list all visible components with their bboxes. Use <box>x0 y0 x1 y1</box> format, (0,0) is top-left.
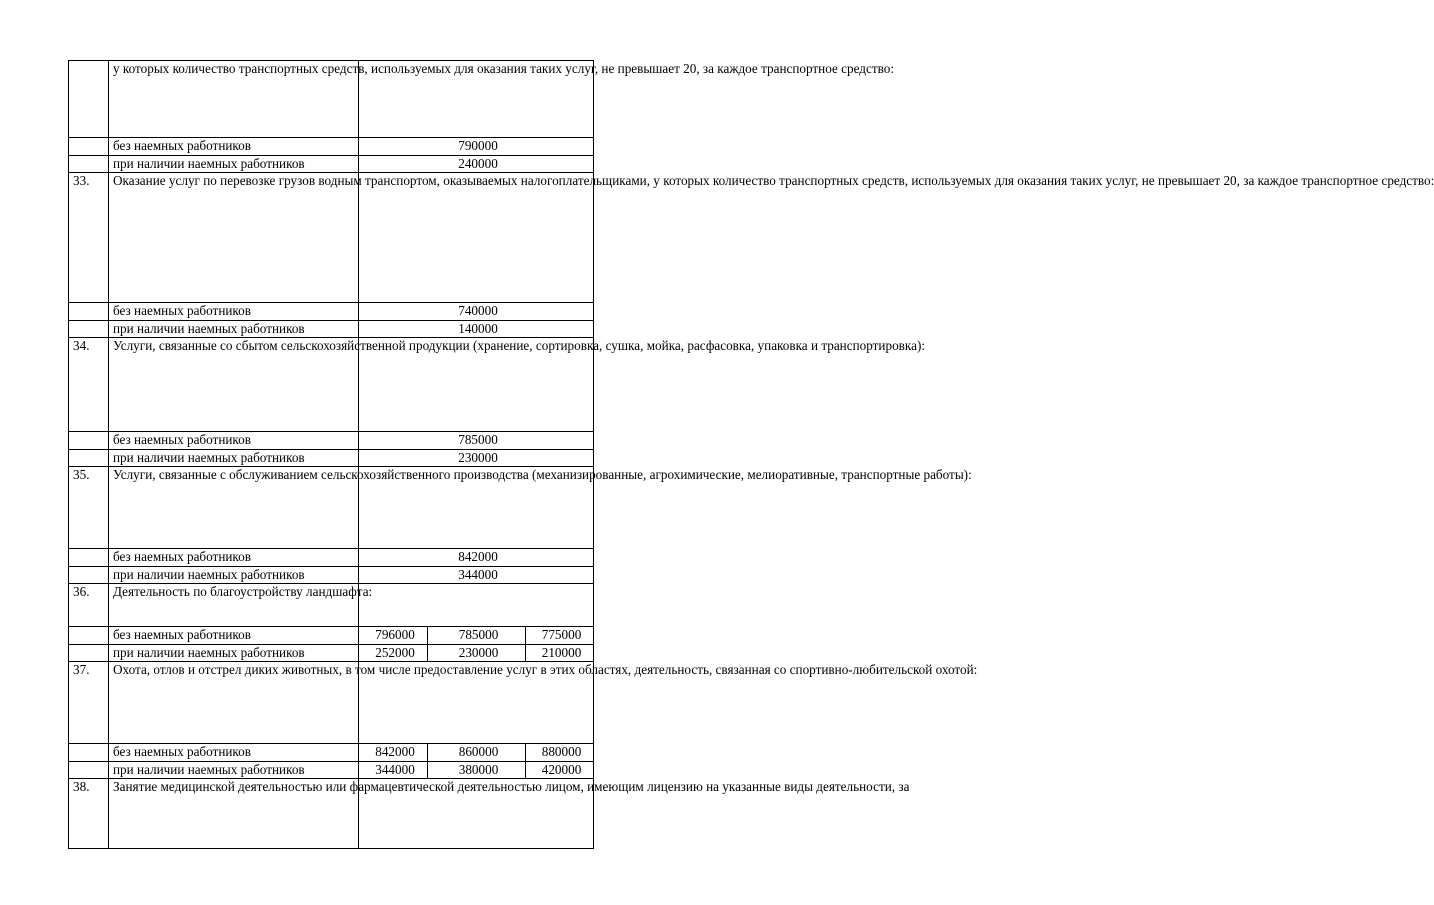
rate-value: 240000 <box>359 155 594 173</box>
row-number: 38. <box>69 779 109 849</box>
row-number <box>69 155 109 173</box>
row-number <box>69 627 109 645</box>
row-number <box>69 644 109 662</box>
row-number <box>69 566 109 584</box>
table-row <box>69 432 594 450</box>
sub-label: при наличии наемных работников <box>109 566 359 584</box>
row-number: 37. <box>69 662 109 744</box>
table-row <box>69 627 594 645</box>
row-description: Оказание услуг по перевозке грузов водным транспортом, оказываемых налогоплательщиками, у которых количество транспортных средств, используемых для оказания таких услуг, не превышает 20, за каждое транспортное средство: <box>109 173 359 303</box>
table-row <box>69 155 594 173</box>
rate-value: 740000 <box>359 303 594 321</box>
table-row <box>69 584 594 627</box>
row-description: Услуги, связанные со сбытом сельскохозяйственной продукции (хранение, сортировка, сушка, мойка, расфасовка, упаковка и транспортировка): <box>109 338 359 432</box>
row-description: Деятельность по благоустройству ландшафта: <box>109 584 359 627</box>
table-row <box>69 338 594 432</box>
sub-label: при наличии наемных работников <box>109 761 359 779</box>
table-row <box>69 449 594 467</box>
sub-label: без наемных работников <box>109 744 359 762</box>
sub-label: без наемных работников <box>109 627 359 645</box>
rate-value: 796000 <box>359 627 428 645</box>
rate-value: 344000 <box>359 761 428 779</box>
table-row <box>69 61 594 138</box>
sub-label: без наемных работников <box>109 303 359 321</box>
row-number <box>69 61 109 138</box>
row-number: 33. <box>69 173 109 303</box>
rate-value: 230000 <box>359 449 594 467</box>
rate-value: 790000 <box>359 138 594 156</box>
row-number <box>69 761 109 779</box>
rate-value: 140000 <box>359 320 594 338</box>
row-number: 36. <box>69 584 109 627</box>
row-description: Охота, отлов и отстрел диких животных, в том числе предоставление услуг в этих областях, деятельность, связанная со спортивно-любительской охотой: <box>109 662 359 744</box>
table-row <box>69 644 594 662</box>
sub-label: при наличии наемных работников <box>109 320 359 338</box>
sub-label: без наемных работников <box>109 432 359 450</box>
table-row <box>69 320 594 338</box>
row-description: Услуги, связанные с обслуживанием сельскохозяйственного производства (механизированные, агрохимические, мелиоративные, транспортные работы): <box>109 467 359 549</box>
table-row <box>69 566 594 584</box>
row-description: Занятие медицинской деятельностью или фармацевтической деятельностью лицом, имеющим лицензию на указанные виды деятельности, за <box>109 779 359 849</box>
row-number <box>69 303 109 321</box>
rate-value: 380000 <box>428 761 526 779</box>
row-number <box>69 744 109 762</box>
rate-value: 344000 <box>359 566 594 584</box>
row-number <box>69 320 109 338</box>
rate-value: 252000 <box>359 644 428 662</box>
rate-value: 230000 <box>428 644 526 662</box>
table-row <box>69 303 594 321</box>
tax-rates-table <box>68 60 1434 849</box>
row-number <box>69 449 109 467</box>
table-row <box>69 138 594 156</box>
rate-value: 420000 <box>526 761 594 779</box>
rate-value: 842000 <box>359 549 594 567</box>
sub-label: при наличии наемных работников <box>109 644 359 662</box>
table-row <box>69 467 594 549</box>
rate-value: 785000 <box>428 627 526 645</box>
sub-label: без наемных работников <box>109 549 359 567</box>
table-row <box>69 549 594 567</box>
value-cell <box>359 584 594 627</box>
rate-value: 785000 <box>359 432 594 450</box>
row-number <box>69 432 109 450</box>
rate-value: 880000 <box>526 744 594 762</box>
rate-value: 842000 <box>359 744 428 762</box>
sub-label: при наличии наемных работников <box>109 449 359 467</box>
rate-value: 210000 <box>526 644 594 662</box>
sub-label: при наличии наемных работников <box>109 155 359 173</box>
row-number: 34. <box>69 338 109 432</box>
table-row <box>69 173 594 303</box>
rate-value: 775000 <box>526 627 594 645</box>
table-row <box>69 662 594 744</box>
table-row <box>69 761 594 779</box>
table-row <box>69 744 594 762</box>
row-number <box>69 549 109 567</box>
rate-value: 860000 <box>428 744 526 762</box>
row-number: 35. <box>69 467 109 549</box>
row-number <box>69 138 109 156</box>
value-cell <box>359 173 594 303</box>
table-row <box>69 779 594 849</box>
sub-label: без наемных работников <box>109 138 359 156</box>
row-description: у которых количество транспортных средств, используемых для оказания таких услуг, не превышает 20, за каждое транспортное средство: <box>109 61 359 138</box>
